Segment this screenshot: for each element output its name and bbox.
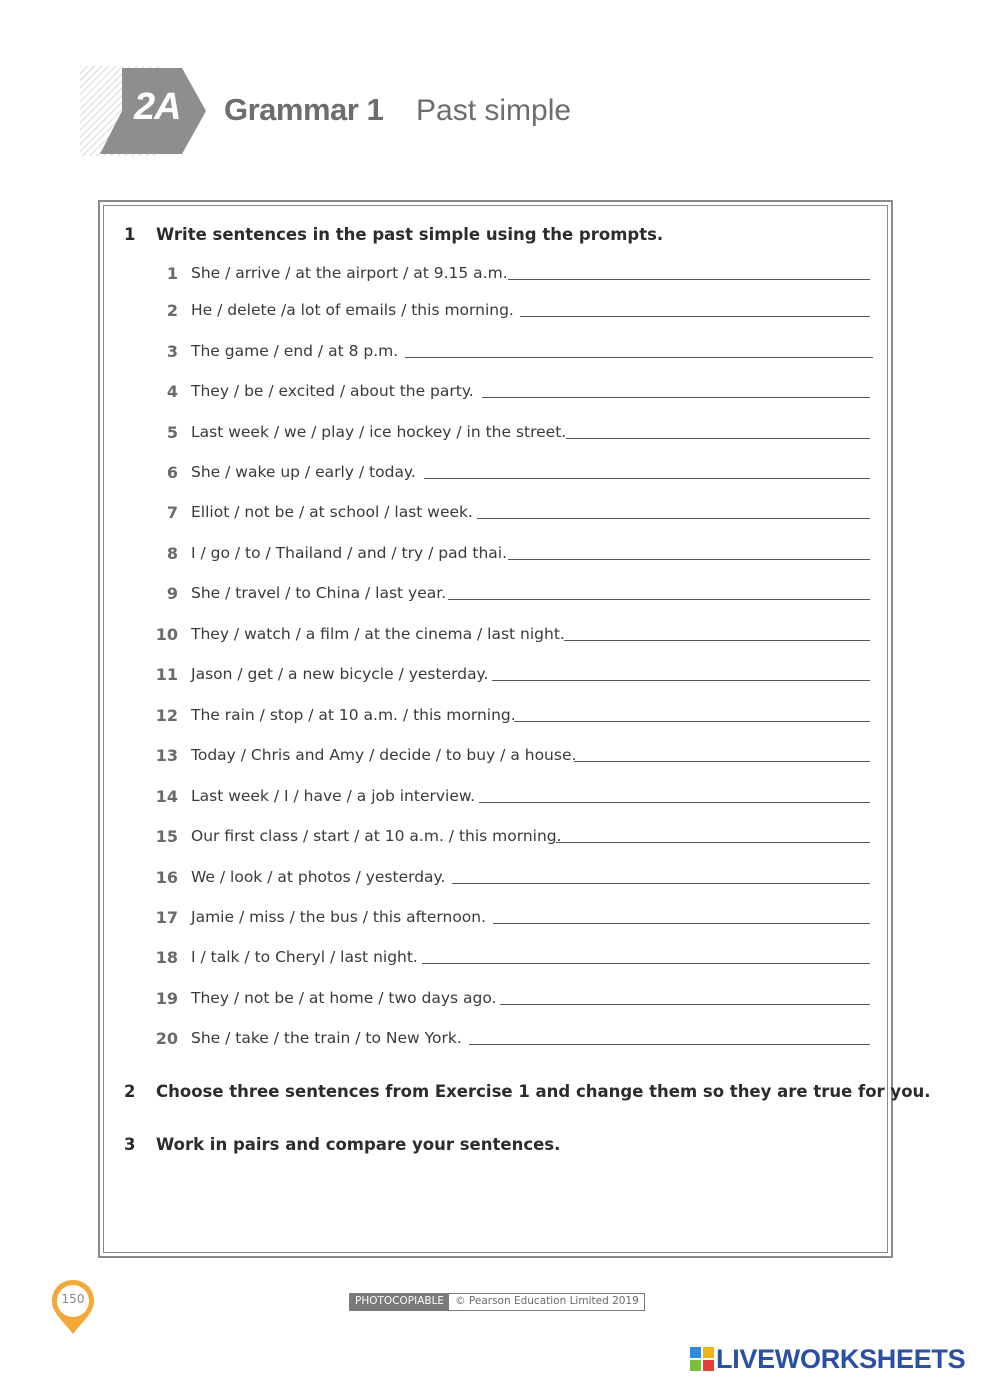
item-number: 18 — [155, 948, 178, 967]
item-prompt: She / wake up / early / today. — [191, 463, 416, 481]
item-prompt: Last week / we / play / ice hockey / in the street. — [191, 423, 567, 441]
answer-input[interactable] — [508, 279, 870, 280]
item-number: 6 — [166, 463, 178, 482]
item-number: 5 — [166, 423, 178, 442]
item-prompt: They / watch / a film / at the cinema / last night. — [191, 625, 565, 643]
exercise-item — [150, 948, 870, 974]
answer-input[interactable] — [422, 963, 870, 964]
map-pin-icon — [50, 1278, 96, 1336]
page-title: Grammar 1 — [224, 92, 384, 127]
brand-name: LIVEWORKSHEETS — [716, 1344, 966, 1374]
answer-input[interactable] — [520, 316, 870, 317]
item-number: 16 — [155, 868, 178, 887]
item-prompt: They / not be / at home / two days ago. — [191, 989, 497, 1007]
answer-input[interactable] — [492, 680, 870, 681]
item-prompt: The game / end / at 8 p.m. — [191, 342, 399, 360]
item-number: 7 — [166, 503, 178, 522]
item-number: 12 — [155, 706, 178, 725]
task-1 — [124, 225, 663, 244]
answer-input[interactable] — [477, 518, 870, 519]
exercise-item — [150, 301, 870, 327]
item-prompt: Our first class / start / at 10 a.m. / this morning. — [191, 827, 562, 845]
task-instruction: Write sentences in the past simple using the prompts. — [156, 225, 664, 244]
exercise-item — [150, 463, 870, 489]
answer-input[interactable] — [424, 478, 870, 479]
answer-input[interactable] — [556, 842, 870, 843]
answer-input[interactable] — [500, 1004, 870, 1005]
exercise-item — [150, 503, 870, 529]
item-prompt: She / take / the train / to New York. — [191, 1029, 462, 1047]
exercise-item — [150, 382, 870, 408]
exercise-item — [150, 1029, 870, 1055]
liveworksheets-logo — [690, 1344, 990, 1374]
answer-input[interactable] — [448, 599, 870, 600]
item-prompt: He / delete /a lot of emails / this morning. — [191, 301, 514, 319]
item-prompt: I / talk / to Cheryl / last night. — [191, 948, 418, 966]
item-number: 19 — [155, 989, 178, 1008]
answer-input[interactable] — [514, 721, 870, 722]
item-number: 3 — [166, 342, 178, 361]
answer-input[interactable] — [452, 883, 870, 884]
item-number: 1 — [166, 264, 178, 283]
item-prompt: Elliot / not be / at school / last week. — [191, 503, 473, 521]
logo-blocks-icon — [690, 1347, 714, 1371]
task-instruction: Work in pairs and compare your sentences. — [156, 1135, 561, 1154]
item-prompt: We / look / at photos / yesterday. — [191, 868, 446, 886]
exercise-item — [150, 264, 870, 290]
answer-input[interactable] — [469, 1044, 870, 1045]
exercise-item — [150, 544, 870, 570]
exercise-item — [150, 584, 870, 610]
item-number: 14 — [155, 787, 178, 806]
item-number: 15 — [155, 827, 178, 846]
exercise-item — [150, 665, 870, 691]
exercise-item — [150, 423, 870, 449]
item-number: 2 — [166, 301, 178, 320]
task-number: 3 — [124, 1135, 136, 1154]
copyright-text: © Pearson Education Limited 2019 — [455, 1295, 639, 1307]
exercise-item — [150, 746, 870, 772]
item-prompt: Jason / get / a new bicycle / yesterday. — [191, 665, 489, 683]
item-prompt: Last week / I / have / a job interview. — [191, 787, 476, 805]
answer-input[interactable] — [574, 761, 870, 762]
page-number: 150 — [61, 1292, 85, 1306]
task-number: 1 — [124, 225, 136, 244]
unit-badge — [80, 66, 210, 156]
exercise-item — [150, 342, 870, 368]
item-number: 11 — [155, 665, 178, 684]
answer-input[interactable] — [493, 923, 870, 924]
exercise-item — [150, 706, 870, 732]
exercise-item — [150, 827, 870, 853]
exercise-item — [150, 868, 870, 894]
item-number: 13 — [155, 746, 178, 765]
answer-input[interactable] — [479, 802, 870, 803]
worksheet-header — [80, 66, 780, 158]
item-number: 4 — [166, 382, 178, 401]
item-number: 8 — [166, 544, 178, 563]
item-prompt: I / go / to / Thailand / and / try / pad thai. — [191, 544, 507, 562]
page-number-badge — [50, 1278, 96, 1336]
page-subtitle: Past simple — [416, 94, 572, 127]
unit-code: 2A — [134, 86, 181, 128]
item-number: 9 — [166, 584, 178, 603]
exercise-item — [150, 787, 870, 813]
exercise-item — [150, 908, 870, 934]
item-prompt: They / be / excited / about the party. — [191, 382, 474, 400]
exercise-item — [150, 625, 870, 651]
answer-input[interactable] — [566, 438, 870, 439]
copyright-footer — [349, 1293, 645, 1311]
answer-input[interactable] — [482, 397, 870, 398]
exercise-item — [150, 989, 870, 1015]
item-number: 20 — [155, 1029, 178, 1048]
task-instruction: Choose three sentences from Exercise 1 and change them so they are true for you. — [156, 1082, 931, 1101]
task-2 — [124, 1082, 931, 1101]
item-prompt: Jamie / miss / the bus / this afternoon. — [191, 908, 487, 926]
item-number: 17 — [155, 908, 178, 927]
item-number: 10 — [155, 625, 178, 644]
answer-input[interactable] — [564, 640, 870, 641]
item-prompt: She / arrive / at the airport / at 9.15 a.m. — [191, 264, 508, 282]
task-3 — [124, 1135, 560, 1154]
answer-input[interactable] — [405, 357, 873, 358]
answer-input[interactable] — [508, 559, 870, 560]
item-prompt: Today / Chris and Amy / decide / to buy / a house. — [191, 746, 577, 764]
task-number: 2 — [124, 1082, 136, 1101]
item-prompt: She / travel / to China / last year. — [191, 584, 447, 602]
item-prompt: The rain / stop / at 10 a.m. / this morning. — [191, 706, 516, 724]
photocopiable-label: PHOTOCOPIABLE — [350, 1294, 449, 1310]
